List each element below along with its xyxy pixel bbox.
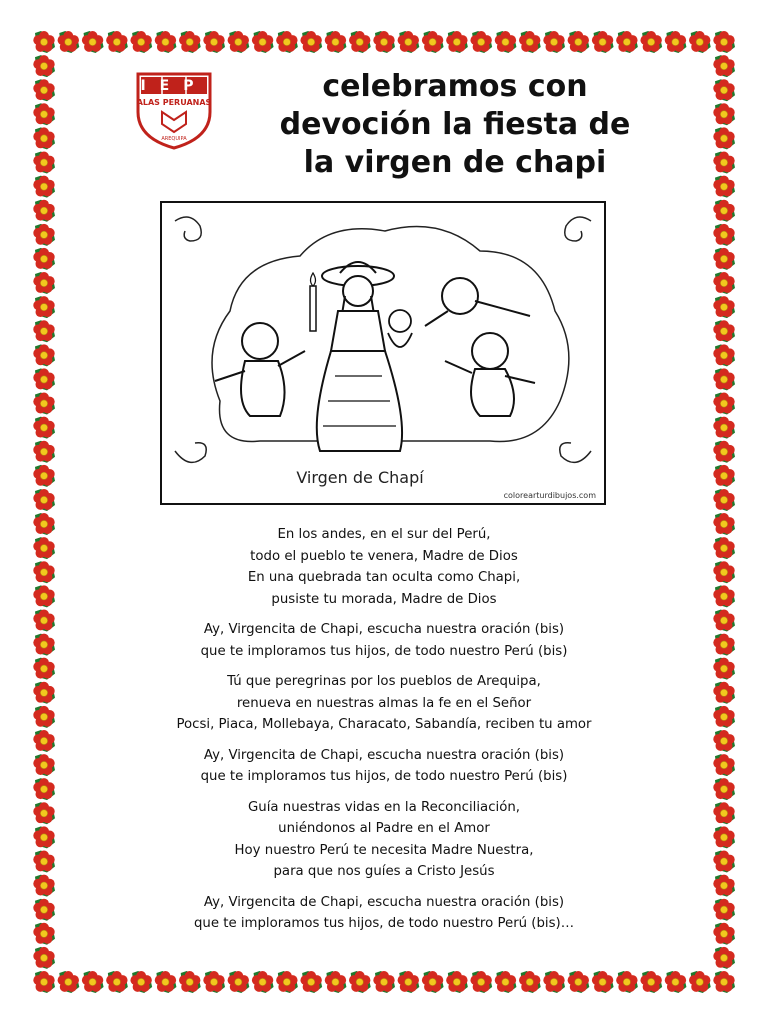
flower-icon — [640, 971, 662, 993]
flower-icon — [33, 152, 55, 174]
chorus — [100, 892, 668, 935]
flower-icon — [325, 971, 347, 993]
flower-icon — [640, 31, 662, 53]
flower-icon — [713, 344, 735, 366]
flower-icon — [713, 585, 735, 607]
flower-icon — [568, 31, 590, 53]
flower-icon — [713, 513, 735, 535]
flower-icon — [33, 778, 55, 800]
flower-icon — [519, 971, 541, 993]
flower-icon — [713, 730, 735, 752]
flower-icon — [592, 31, 614, 53]
flower-icon — [33, 272, 55, 294]
flower-icon — [349, 971, 371, 993]
flower-icon — [130, 971, 152, 993]
lyric-line: Tú que peregrinas por los pueblos de Arequipa, — [227, 674, 541, 689]
flower-icon — [713, 658, 735, 680]
flower-icon — [568, 971, 590, 993]
flower-icon — [713, 272, 735, 294]
flower-icon — [33, 393, 55, 415]
flower-icon — [203, 31, 225, 53]
flower-icon — [33, 127, 55, 149]
lyric-line: renueva en nuestras almas la fe en el Señor — [236, 695, 532, 711]
lyric-line: Ay, Virgencita de Chapi, escucha nuestra oración (bis) — [203, 894, 565, 910]
flower-icon — [713, 778, 735, 800]
flower-icon — [33, 585, 55, 607]
flower-icon — [33, 344, 55, 366]
flower-icon — [33, 947, 55, 969]
flower-icon — [713, 441, 735, 463]
flower-icon — [713, 875, 735, 897]
title-line: devoción la fiesta de — [279, 107, 631, 142]
flower-icon — [713, 127, 735, 149]
flower-icon — [713, 537, 735, 559]
flower-icon — [543, 31, 565, 53]
flower-icon — [713, 224, 735, 246]
flower-icon — [713, 826, 735, 848]
flower-icon — [665, 31, 687, 53]
flower-icon — [495, 31, 517, 53]
flower-icon — [300, 971, 322, 993]
lyric-line: que te imploramos tus hijos, de todo nuestro Perú (bis) — [200, 643, 568, 659]
flower-icon — [33, 296, 55, 318]
flower-icon — [155, 971, 177, 993]
lyric-line: En una quebrada tan oculta como Chapi, — [247, 570, 521, 585]
flower-icon — [33, 899, 55, 921]
flower-icon — [713, 947, 735, 969]
flower-icon — [276, 31, 298, 53]
logo-school-name: ALAS PERUANAS — [136, 98, 212, 107]
flower-icon — [713, 489, 735, 511]
flower-icon — [713, 465, 735, 487]
flower-icon — [228, 31, 250, 53]
flower-icon — [713, 368, 735, 390]
flower-icon — [33, 55, 55, 77]
lyric-line: que te imploramos tus hijos, de todo nuestro Perú (bis)… — [193, 916, 575, 931]
page-title — [232, 68, 678, 182]
flower-icon — [446, 971, 468, 993]
flower-icon — [713, 79, 735, 101]
flower-icon — [33, 441, 55, 463]
flower-icon — [713, 634, 735, 656]
flower-icon — [713, 802, 735, 824]
flower-icon — [33, 923, 55, 945]
flower-icon — [58, 31, 80, 53]
flower-icon — [33, 634, 55, 656]
flower-icon — [33, 826, 55, 848]
flower-icon — [33, 79, 55, 101]
flower-icon — [543, 971, 565, 993]
lyric-line: que te imploramos tus hijos, de todo nuestro Perú (bis) — [200, 769, 568, 784]
flower-icon — [713, 176, 735, 198]
flower-icon — [713, 682, 735, 704]
flower-icon — [33, 513, 55, 535]
flower-icon — [398, 31, 420, 53]
flower-icon — [252, 971, 274, 993]
logo-badge-text: IEP — [140, 78, 208, 94]
flower-icon — [713, 971, 735, 993]
flower-icon — [713, 417, 735, 439]
lyric-line: Ay, Virgencita de Chapi, escucha nuestra oración (bis) — [203, 747, 565, 763]
flower-icon — [33, 802, 55, 824]
flower-icon — [33, 103, 55, 125]
logo-city: AREQUIPA — [161, 136, 187, 142]
stanza — [100, 797, 668, 883]
flower-icon — [82, 971, 104, 993]
flower-icon — [713, 609, 735, 631]
flower-icon — [106, 31, 128, 53]
flower-icon — [713, 152, 735, 174]
flower-icon — [713, 850, 735, 872]
lyric-line: Pocsi, Piaca, Mollebaya, Characato, Sabandía, reciben tu amor — [176, 717, 592, 732]
flower-icon — [33, 537, 55, 559]
flower-icon — [373, 31, 395, 53]
flower-icon — [713, 320, 735, 342]
lyric-line: pusiste tu morada, Madre de Dios — [271, 591, 497, 607]
flower-icon — [252, 31, 274, 53]
flower-icon — [33, 465, 55, 487]
flower-icon — [203, 971, 225, 993]
flower-icon — [713, 754, 735, 776]
flower-icon — [519, 31, 541, 53]
flower-icon — [713, 706, 735, 728]
lyric-line: Ay, Virgencita de Chapi, escucha nuestra oración (bis) — [203, 622, 565, 637]
flower-icon — [689, 971, 711, 993]
flower-icon — [33, 706, 55, 728]
chorus — [100, 745, 668, 788]
flower-icon — [33, 248, 55, 270]
flower-icon — [33, 31, 55, 53]
flower-icon — [33, 200, 55, 222]
lyric-line: Hoy nuestro Perú te necesita Madre Nuestra, — [234, 842, 534, 858]
hymn-lyrics — [100, 524, 668, 944]
flower-icon — [422, 971, 444, 993]
flower-icon — [33, 176, 55, 198]
flower-icon — [713, 899, 735, 921]
flower-icon — [470, 31, 492, 53]
flower-icon — [33, 609, 55, 631]
flower-icon — [713, 31, 735, 53]
flower-icon — [33, 561, 55, 583]
flower-icon — [713, 561, 735, 583]
stanza — [100, 671, 668, 736]
flower-icon — [713, 55, 735, 77]
flower-icon — [33, 682, 55, 704]
flower-icon — [130, 31, 152, 53]
stanza — [100, 524, 668, 610]
flower-icon — [422, 31, 444, 53]
flower-icon — [446, 31, 468, 53]
flower-icon — [33, 850, 55, 872]
flower-icon — [33, 730, 55, 752]
title-line: celebramos con — [322, 69, 588, 104]
flower-icon — [300, 31, 322, 53]
flower-icon — [470, 971, 492, 993]
illustration-credit: colorearturdibujos.com — [503, 491, 596, 500]
flower-icon — [33, 417, 55, 439]
flower-icon — [495, 971, 517, 993]
flower-icon — [179, 31, 201, 53]
flower-icon — [33, 971, 55, 993]
lyric-line: uniéndonos al Padre en el Amor — [278, 821, 490, 836]
lyric-line: En los andes, en el sur del Perú, — [277, 527, 491, 542]
flower-icon — [82, 31, 104, 53]
flower-icon — [713, 103, 735, 125]
flower-icon — [713, 296, 735, 318]
flower-icon — [228, 971, 250, 993]
flower-icon — [33, 658, 55, 680]
lyric-line: para que nos guíes a Cristo Jesús — [273, 864, 495, 879]
flower-icon — [276, 971, 298, 993]
flower-icon — [33, 875, 55, 897]
flower-icon — [33, 368, 55, 390]
flower-icon — [106, 971, 128, 993]
flower-icon — [398, 971, 420, 993]
title-line: la virgen de chapi — [303, 145, 607, 180]
flower-icon — [713, 200, 735, 222]
lyric-line: Guía nuestras vidas en la Reconciliación, — [248, 799, 520, 815]
flower-icon — [179, 971, 201, 993]
school-logo — [134, 72, 214, 150]
lyric-line: todo el pueblo te venera, Madre de Dios — [250, 548, 518, 564]
flower-icon — [713, 393, 735, 415]
flower-icon — [349, 31, 371, 53]
flower-icon — [665, 971, 687, 993]
flower-icon — [592, 971, 614, 993]
flower-icon — [616, 971, 638, 993]
flower-icon — [713, 248, 735, 270]
flower-icon — [325, 31, 347, 53]
chorus — [100, 619, 668, 662]
flower-icon — [58, 971, 80, 993]
flower-icon — [713, 923, 735, 945]
flower-icon — [155, 31, 177, 53]
flower-icon — [33, 489, 55, 511]
flower-icon — [33, 224, 55, 246]
virgin-illustration — [160, 201, 606, 505]
flower-icon — [689, 31, 711, 53]
illustration-caption: Virgen de Chapí — [296, 468, 424, 487]
flower-icon — [373, 971, 395, 993]
flower-icon — [33, 320, 55, 342]
flower-icon — [33, 754, 55, 776]
flower-icon — [616, 31, 638, 53]
